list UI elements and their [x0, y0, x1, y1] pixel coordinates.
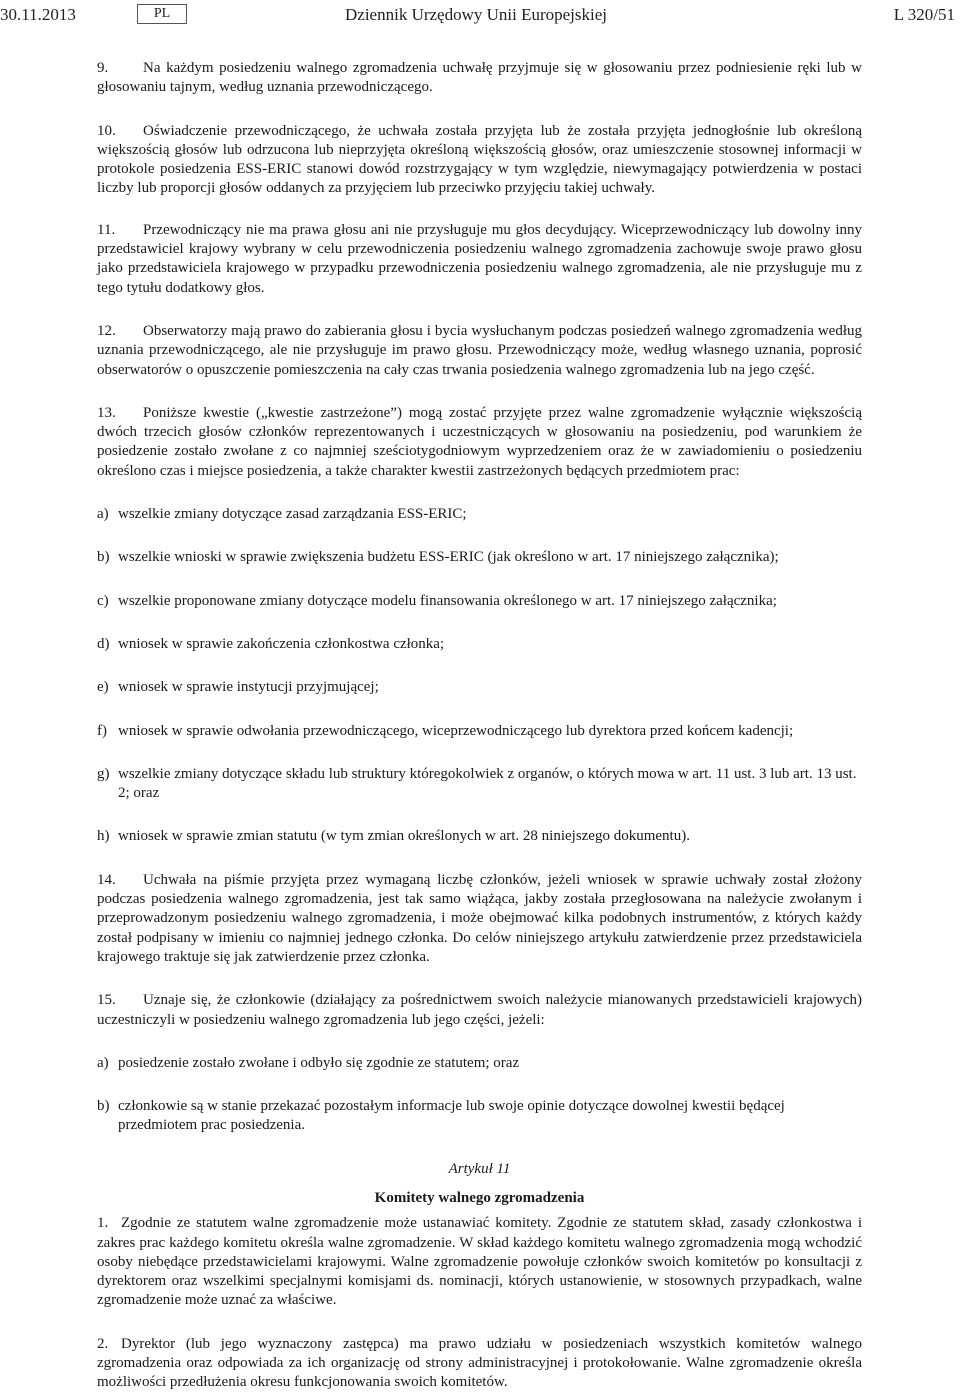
paragraph-number: 13.	[97, 404, 116, 421]
article-paragraph-1	[97, 1214, 862, 1310]
list-item	[97, 765, 862, 804]
paragraph-text: Dyrektor (lub jego wyznaczony zastępca) ma prawo udziału w posiedzeniach wszystkich komitetów walnego zgromadzenia oraz odpowiada za ich organizację od strony administracyjnej i protokołowanie. Walne zgromadzenie określa możliwości przedłużenia okresu funkcjonowania swoich komitetów.	[97, 1335, 862, 1391]
list-item	[97, 548, 862, 567]
paragraph-9	[97, 59, 862, 98]
list-item	[97, 827, 862, 846]
list-item-text: posiedzenie zostało zwołane i odbyło się zgodnie ze statutem; oraz	[118, 1054, 520, 1071]
paragraph-14	[97, 871, 862, 967]
list-item	[97, 592, 862, 611]
paragraph-12	[97, 322, 862, 380]
list-item-text: wniosek w sprawie zmian statutu (w tym zmian określonych w art. 28 niniejszego dokumentu).	[118, 828, 690, 845]
paragraph-text: Poniższe kwestie („kwestie zastrzeżone”) mogą zostać przyjęte przez walne zgromadzenie wyłącznie większością dwóch trzecich głosów członków reprezentowanych i uczestniczących w głosowaniu na posiedzeniu, pod warunkiem że posiedzenie zostało zwołane z co najmniej sześciotygodniowym wyprzedzeniem oraz że w zawiadomieniu o posiedzeniu określono czas i miejsce posiedzenia, a także charakter kwestii zastrzeżonych będących przedmiotem prac:	[97, 404, 862, 479]
paragraph-number: 9.	[97, 60, 109, 76]
document-body	[97, 59, 862, 1393]
list-item-letter: b)	[97, 549, 110, 566]
list-item-letter: c)	[97, 592, 109, 609]
list-item-letter: g)	[97, 765, 110, 782]
paragraph-text: Oświadczenie przewodniczącego, że uchwała została przyjęta lub że została przyjęta jednogłośnie lub określoną większością głosów lub odrzucona lub nieprzyjęta określoną większością głosów, oraz umieszczenie stosownej informacji w protokole posiedzenia ESS-ERIC stanowi dowód rozstrzygający w tym względzie, niewymagający potwierdzenia w postaci liczby lub proporcji głosów oddanych za przyjęciem lub przeciwko przyjęciu takiej uchwały.	[97, 122, 862, 197]
paragraph-number: 14.	[97, 871, 116, 888]
publication-date: 30.11.2013	[0, 5, 76, 24]
list-item-letter: a)	[97, 1054, 109, 1071]
list-item-text: wniosek w sprawie zakończenia członkostwa członka;	[118, 635, 445, 652]
page-reference: L 320/51	[893, 5, 955, 24]
paragraph-text: Zgodnie ze statutem walne zgromadzenie może ustanawiać komitety. Zgodnie ze statutem skład, zasady członkostwa i zakres prac każdego komitetu określa walne zgromadzenie. W skład każdego komitetu walnego zgromadzenia mogą wchodzić osoby niebędące przedstawicielami krajowymi. Walne zgromadzenie powołuje członków swoich komitetów po konsultacji z dyrektorem oraz wszelkimi specjalnymi komisjami ds. nominacji, których ustanowienie, w stosownych przypadkach, walne zgromadzenie może uznać za właściwe.	[97, 1215, 862, 1309]
paragraph-text: Uchwała na piśmie przyjęta przez wymaganą liczbę członków, jeżeli wniosek w sprawie uchwały został złożony podczas posiedzenia walnego zgromadzenia, jest tak samo wiążąca, jakby została przegłosowana na należycie zwołanym i przeprowadzonym posiedzeniu walnego zgromadzenia, i może obejmować kilka podobnych instrumentów, z których każdy został podpisany w imieniu co najmniej jednego członka. Do celów niniejszego artykułu zatwierdzenie przez przedstawiciela krajowego traktuje się jak zatwierdzenie przez członka.	[97, 871, 862, 965]
list-item-text: wszelkie wnioski w sprawie zwiększenia budżetu ESS-ERIC (jak określono w art. 17 niniejszego załącznika);	[118, 549, 779, 566]
paragraph-13	[97, 404, 862, 481]
paragraph-15	[97, 991, 862, 1030]
list-item-letter: e)	[97, 679, 109, 696]
list-item-text: wszelkie zmiany dotyczące zasad zarządzania ESS-ERIC;	[118, 506, 467, 523]
paragraph-number: 2.	[97, 1335, 109, 1352]
list-item-letter: d)	[97, 635, 110, 652]
list-item	[97, 722, 862, 741]
paragraph-number: 11.	[97, 221, 116, 238]
paragraph-text: Na każdym posiedzeniu walnego zgromadzenia uchwałę przyjmuje się w głosowaniu przez podniesienie ręki lub w głosowaniu tajnym, według uznania przewodniczącego.	[97, 60, 862, 96]
list-item	[97, 635, 862, 654]
article-title: Artykuł 11	[448, 1160, 511, 1177]
language-badge: PL	[137, 4, 187, 24]
article-paragraph-2	[97, 1335, 862, 1393]
paragraph-11	[97, 221, 862, 298]
paragraph-text: Uznaje się, że członkowie (działający za pośrednictwem swoich należycie mianowanych przedstawicieli krajowych) uczestniczyli w posiedzeniu walnego zgromadzenia lub jego części, jeżeli:	[97, 992, 862, 1028]
paragraph-text: Obserwatorzy mają prawo do zabierania głosu i bycia wysłuchanym podczas posiedzeń walnego zgromadzenia według uznania przewodniczącego, ale nie przysługuje im prawo głosu. Przewodniczący może, według własnego uznania, poprosić obserwatorów o opuszczenie pomieszczenia na cały czas trwania posiedzenia walnego zgromadzenia lub na jego część.	[97, 322, 862, 378]
journal-title: Dziennik Urzędowy Unii Europejskiej	[345, 5, 608, 24]
list-item	[97, 1054, 862, 1073]
list-item-text: wszelkie zmiany dotyczące składu lub struktury któregokolwiek z organów, o których mowa w art. 11 ust. 3 lub art. 13 ust. 2; oraz	[118, 765, 857, 802]
paragraph-10	[97, 122, 862, 199]
article-heading: Komitety walnego zgromadzenia	[374, 1189, 585, 1206]
paragraph-number: 1.	[97, 1215, 109, 1232]
paragraph-number: 15.	[97, 992, 116, 1009]
list-item-letter: f)	[97, 722, 107, 739]
page-header	[0, 4, 960, 26]
list-item-letter: h)	[97, 828, 110, 845]
list-item	[97, 505, 862, 524]
list-item-text: wniosek w sprawie instytucji przyjmującej;	[118, 679, 379, 696]
list-item	[97, 678, 862, 697]
paragraph-text: Przewodniczący nie ma prawa głosu ani nie przysługuje mu głos decydujący. Wiceprzewodniczący lub dowolny inny przedstawiciel krajowy wybrany w celu przewodniczenia posiedzeniu walnego zgromadzenia zachowuje swoje prawo głosu jako przedstawiciela krajowego w przypadku przewodniczenia posiedzeniu walnego zgromadzenia, ale nie przysługuje mu z tego tytułu dodatkowy głos.	[97, 221, 862, 296]
list-item-text: wszelkie proponowane zmiany dotyczące modelu finansowania określonego w art. 17 niniejszego załącznika;	[118, 592, 777, 609]
list-item-text: wniosek w sprawie odwołania przewodniczącego, wiceprzewodniczącego lub dyrektora przed końcem kadencji;	[118, 722, 794, 739]
list-item-letter: a)	[97, 506, 109, 523]
paragraph-number: 12.	[97, 322, 116, 339]
list-item	[97, 1097, 862, 1136]
list-item-text: członkowie są w stanie przekazać pozostałym informacje lub swoje opinie dotyczące dowolnej kwestii będącej przedmiotem prac posiedzenia.	[118, 1098, 785, 1134]
paragraph-number: 10.	[97, 122, 116, 139]
list-item-letter: b)	[97, 1098, 110, 1115]
